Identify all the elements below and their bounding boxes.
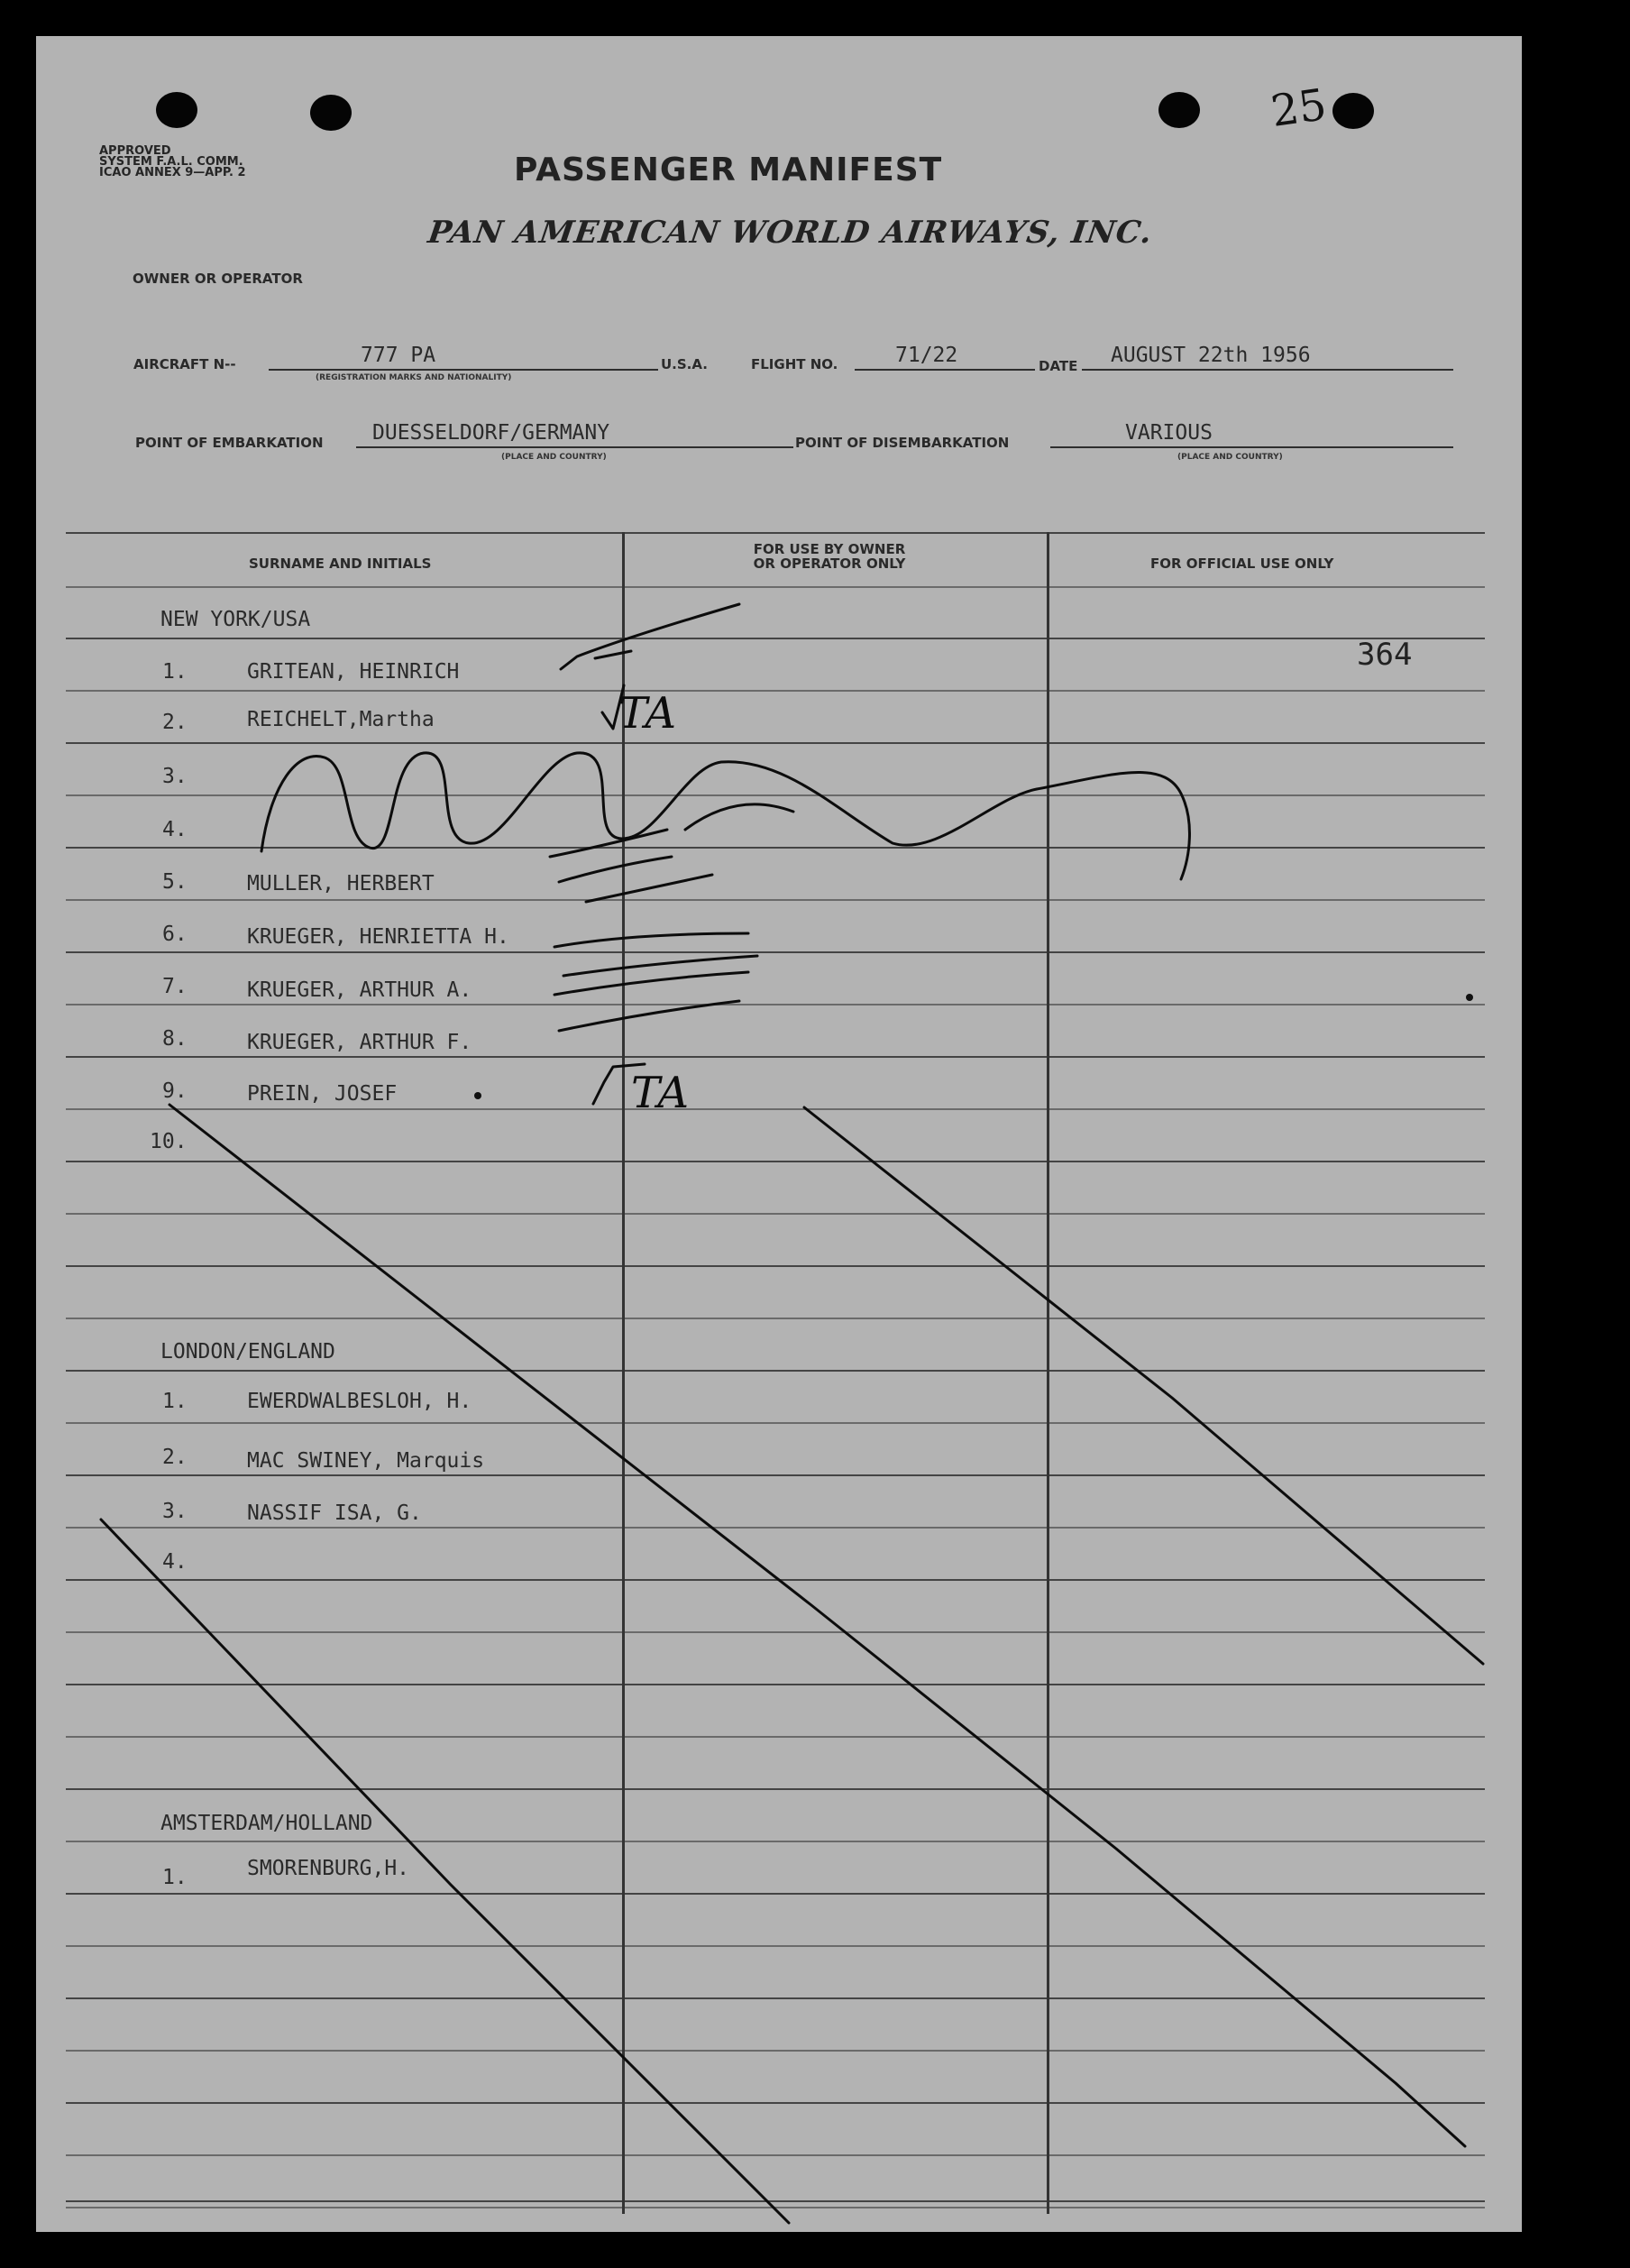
passenger-number: 6. bbox=[162, 923, 188, 946]
passenger-number: 1. bbox=[162, 1866, 188, 1889]
passenger-name: MAC SWINEY, Marquis bbox=[247, 1449, 485, 1473]
passenger-name: PREIN, JOSEF bbox=[247, 1082, 398, 1106]
passenger-name: NASSIF ISA, G. bbox=[247, 1501, 422, 1525]
passenger-number: 1. bbox=[162, 660, 188, 684]
strike-row-7b bbox=[554, 972, 748, 995]
destination-heading: NEW YORK/USA bbox=[160, 608, 311, 631]
passenger-name: EWERDWALBESLOH, H. bbox=[247, 1390, 472, 1413]
usa-label: U.S.A. bbox=[661, 356, 708, 372]
passenger-number: 2. bbox=[162, 711, 188, 734]
passenger-name: KRUEGER, ARTHUR F. bbox=[247, 1031, 472, 1054]
aircraft-value: 777 PA bbox=[361, 344, 436, 367]
strike-row-6b bbox=[554, 933, 748, 947]
flight-value: 71/22 bbox=[895, 344, 958, 367]
strike-row-6 bbox=[586, 875, 712, 902]
check-mark-row-1 bbox=[561, 604, 739, 669]
aircraft-label: AIRCRAFT N-- bbox=[133, 356, 236, 372]
passenger-number: 5. bbox=[162, 870, 188, 894]
airline-name: PAN AMERICAN WORLD AIRWAYS, INC. bbox=[426, 215, 1155, 251]
passenger-number: 4. bbox=[162, 1550, 188, 1574]
embark-value: DUESSELDORF/GERMANY bbox=[372, 421, 610, 445]
embark-label: POINT OF EMBARKATION bbox=[135, 435, 324, 451]
passenger-number: 4. bbox=[162, 818, 188, 841]
passenger-number: 1. bbox=[162, 1390, 188, 1413]
ink-dot bbox=[474, 1092, 481, 1099]
passenger-number: 9. bbox=[162, 1079, 188, 1103]
diagonal-cancel-line-3 bbox=[101, 1520, 789, 2223]
initials-mark: TA bbox=[618, 688, 677, 739]
diagonal-cancel-line-1 bbox=[169, 1105, 1465, 2146]
official-use-number: 364 bbox=[1357, 637, 1413, 673]
destination-heading: LONDON/ENGLAND bbox=[160, 1340, 335, 1364]
page-title: PASSENGER MANIFEST bbox=[514, 152, 943, 188]
owner-label: OWNER OR OPERATOR bbox=[133, 271, 303, 287]
scribble-loop bbox=[685, 804, 793, 830]
strike-row-5 bbox=[550, 830, 667, 857]
passenger-number: 7. bbox=[162, 975, 188, 998]
passenger-number: 8. bbox=[162, 1027, 188, 1051]
embark-sublabel: (PLACE AND COUNTRY) bbox=[501, 453, 607, 462]
date-label: DATE bbox=[1039, 358, 1078, 374]
check-mark-row-1-tick bbox=[595, 651, 631, 658]
approval-line: APPROVED bbox=[99, 144, 171, 158]
destination-heading: AMSTERDAM/HOLLAND bbox=[160, 1812, 373, 1835]
disembark-sublabel: (PLACE AND COUNTRY) bbox=[1177, 453, 1283, 462]
passenger-name: SMORENBURG,H. bbox=[247, 1857, 410, 1880]
passenger-name: KRUEGER, HENRIETTA H. bbox=[247, 925, 509, 949]
scribble-rows-3-4 bbox=[261, 753, 1189, 879]
date-value: AUGUST 22th 1956 bbox=[1111, 344, 1311, 367]
strike-row-5b bbox=[559, 857, 672, 882]
approval-line: SYSTEM F.A.L. COMM. bbox=[99, 155, 243, 169]
aircraft-sublabel: (REGISTRATION MARKS AND NATIONALITY) bbox=[316, 373, 512, 382]
initials-mark: TA bbox=[631, 1068, 690, 1118]
passenger-number: 2. bbox=[162, 1446, 188, 1469]
col-header-owner-use-line: OR OPERATOR ONLY bbox=[753, 556, 906, 572]
corner-page-note: 25 bbox=[1268, 79, 1330, 137]
passenger-name: MULLER, HERBERT bbox=[247, 872, 435, 895]
disembark-label: POINT OF DISEMBARKATION bbox=[795, 435, 1010, 451]
passenger-name: REICHELT,Martha bbox=[247, 708, 435, 731]
passenger-name: KRUEGER, ARTHUR A. bbox=[247, 978, 472, 1002]
col-header-surname: SURNAME AND INITIALS bbox=[249, 556, 432, 572]
passenger-number: 3. bbox=[162, 1500, 188, 1523]
diagonal-cancel-line-2 bbox=[804, 1107, 1483, 1664]
passenger-number: 3. bbox=[162, 765, 188, 788]
col-header-owner-use-line: FOR USE BY OWNER bbox=[753, 541, 906, 557]
strike-row-8 bbox=[559, 1001, 739, 1031]
passenger-name: GRITEAN, HEINRICH bbox=[247, 660, 460, 684]
approval-line: ICAO ANNEX 9—APP. 2 bbox=[99, 166, 246, 179]
passenger-number: 10. bbox=[150, 1130, 188, 1153]
disembark-value: VARIOUS bbox=[1125, 421, 1213, 445]
ink-dot bbox=[1466, 994, 1473, 1001]
flight-label: FLIGHT NO. bbox=[751, 356, 838, 372]
col-header-official: FOR OFFICIAL USE ONLY bbox=[1150, 556, 1334, 572]
